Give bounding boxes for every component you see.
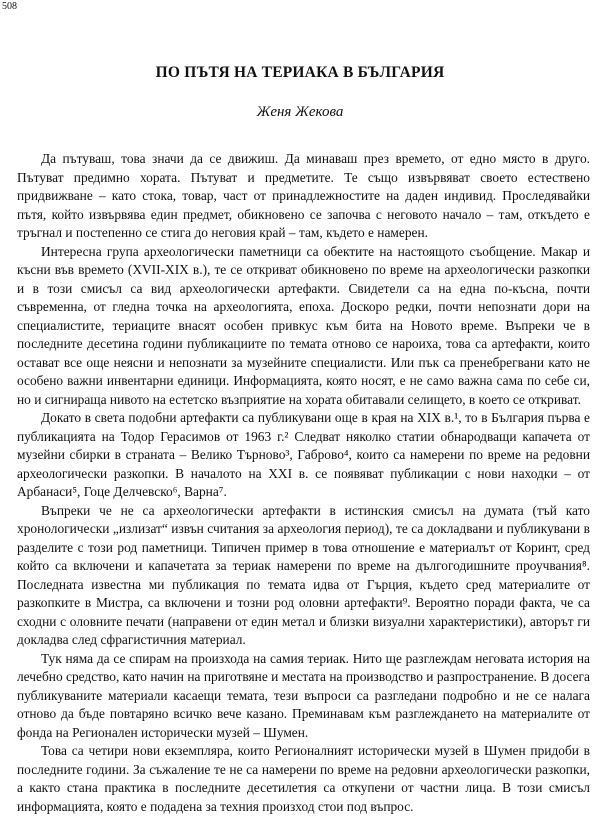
paragraph-3: Докато в света подобни артефакти са публикувани още в края на XIX в.¹, то в България първа е публикацията на Тодор Герасимов от 1963 г.² Следват няколко статии обнародващи капачета от музейни сбирки в страната – Велико Търново³, Габрово⁴, които са намерени по време на редовни археологически разкопки. В началото на XXI в. се появяват публикации с нови находки – от Арбанаси⁵, Гоце Делчевско⁶, Варна⁷. [17,410,590,499]
paragraph-4: Въпреки че не са археологически артефакти в истинския смисъл на думата (тъй като хронологически „излизат“ извън считания за археология период), те са докладвани и публикувани в разделите с този род паметници. Типичен пример в това отношение е материалът от Коринт, сред който са включени и капачетата за териак намерени по време на дългогодишните проучвания⁸. Последната известна ми публикация по темата идва от Гърция, където сред материалите от разкопките в Мистра, са включени и тозни род оловни артефакти⁹. Вероятно поради факта, че са сходни с оловните печати (направени от един метал и близки визуални характеристики), авторът ги докладва след сфрагистичния материал. [17,502,590,647]
article-title: ПО ПЪТЯ НА ТЕРИАКА В БЪЛГАРИЯ [155,64,445,81]
paragraph-5: Тук няма да се спирам на произхода на самия териак. Нито ще разглеждам неговата история на лечебно средство, като начин на приготвяне и местата на производство и разпространение. В досега публикуваните материали касаещи темата, тези въпроси са разгледани подробно и не се налага отново да бъде повтаряно всичко вече казано. Преминавам към разглеждането на материалите от фонда на Регионален исторически музей – Шумен. [17,650,590,740]
paragraph-6: Това са четири нови екземпляра, които Регионалният исторически музей в Шумен придоби в последните години. За съжаление те не са намерени по време на редовни археологически разкопки, а както стана практика в последните десетилетия са откупени от частни лица. В този смисъл информацията, която е подадена за техния произход стои под въпрос. [17,743,590,814]
paragraph-1: Да пътуваш, това значи да се движиш. Да минаваш през времето, от едно място в друго. Пътуват предимно хората. Пътуват и предметите. Те също извървяват своето естествено придвижване – като стока, товар, част от принадлежностите на даден индивид. Проследявайки пътя, който извървява един предмет, обикновено се започва с неговото начало – там, откъдето е тръгнал и постепенно се стига до неговия край – там, където е намерен. [17,151,590,240]
article-body [17,150,590,816]
article-author: Женя Жекова [256,104,344,120]
page-number: 508 [2,1,17,12]
paragraph-2: Интересна група археологически паметници са обектите на настоящото съобщение. Макар и късни във времето (XVII-XIX в.), те се откриват обикновено по време на археологически разкопки и в този смисъл са вид археологически артефакти. Свидетели са на една по-късна, почти съвременна, от гледна точка на археологията, епоха. Доскоро редки, почти непознати дори на специалистите, териаците внасят особен привкус към бита на Новото време. Въпреки че в последните десетина години публикациите по темата отново се нароиха, това са артефакти, които остават все още неясни и непознати за музейните специалисти. Или пък са пренебрегвани като не особено важни инвентарни единици. Информацията, която носят, е не само важна сама по себе си, но и сигнираща нивото на естетско възприятие на хората обитавали селището, в което се откриват. [17,243,590,407]
